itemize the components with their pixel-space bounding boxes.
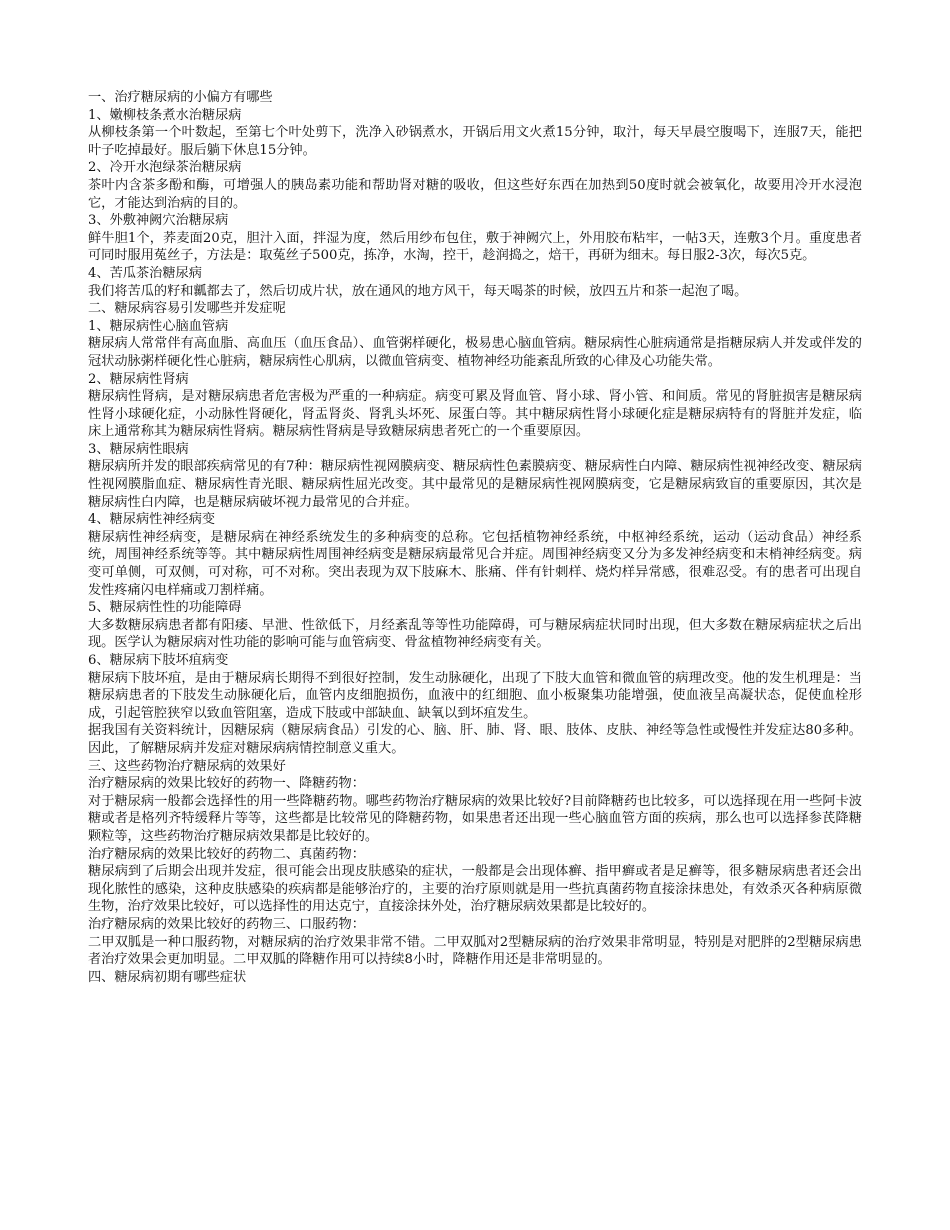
paragraph: 鲜牛胆1个，荞麦面20克，胆汁入面，拌湿为度，然后用纱布包住，敷于神阙穴上，外用胶布粘牢，一帖3天，连敷3个月。重度患者可同时服用菟丝子，方法是：取菟丝子500克，拣净，水淘，控干，趁润捣之，焙干，再研为细末。每日服2-3次，每次5克。 <box>88 230 862 264</box>
subheading: 6、糖尿病下肢坏疽病变 <box>88 653 229 668</box>
section-heading: 一、治疗糖尿病的小偏方有哪些 <box>88 90 273 105</box>
paragraph: 茶叶内含茶多酚和酶，可增强人的胰岛素功能和帮助肾对糖的吸收，但这些好东西在加热到50度时就会被氧化，故要用冷开水浸泡它，才能达到治病的目的。 <box>88 177 862 211</box>
subheading: 治疗糖尿病的效果比较好的药物一、降糖药物： <box>88 776 365 792</box>
paragraph: 糖尿病到了后期会出现并发症，很可能会出现皮肤感染的症状，一般都是会出现体癣、指甲癣或者是足癣等，很多糖尿病患者还会出现化脓性的感染，这种皮肤感染的疾病都是能够治疗的，主要的治疗原则就是用一些抗真菌药物直接涂抹患处，有效杀灭各种病原微生物，治疗效果比较好，可以选择性的用达克宁，直接涂抹外处，治疗糖尿病效果都是比较好的。 <box>88 864 862 915</box>
subheading: 3、外敷神阙穴治糖尿病 <box>88 213 229 229</box>
paragraph: 糖尿病人常常伴有高血脂、高血压（血压食品）、血管粥样硬化，极易患心脑血管病。糖尿病性心脏病通常是指糖尿病人并发或伴发的冠状动脉粥样硬化性心脏病，糖尿病性心肌病，以微血管病变、植物神经功能紊乱所致的心律及心功能失常。 <box>88 336 862 369</box>
subheading: 治疗糖尿病的效果比较好的药物三、口服药物： <box>88 916 365 932</box>
paragraph: 大多数糖尿病患者都有阳痿、早泄、性欲低下，月经紊乱等等性功能障碍，可与糖尿病症状同时出现，但大多数在糖尿病症状之后出现。医学认为糖尿病对性功能的影响可能与血管病变、骨盆植物神经病变有关。 <box>88 617 862 651</box>
paragraph: 对于糖尿病一般都会选择性的用一些降糖药物。哪些药物治疗糖尿病的效果比较好?目前降糖药也比较多，可以选择现在用一些阿卡波糖或者是格列齐特缓释片等等，这些都是比较常见的降糖药物，如果患者还出现一些心脑血管方面的疾病，那么也可以选择参芪降糖颗粒等，这些药物治疗糖尿病效果都是比较好的。 <box>88 793 862 844</box>
subheading: 2、糖尿病性肾病 <box>88 371 189 387</box>
paragraph: 糖尿病下肢坏疽，是由于糖尿病长期得不到很好控制，发生动脉硬化，出现了下肢大血管和微血管的病理改变。他的发生机理是：当糖尿病患者的下肢发生动脉硬化后，血管内皮细胞损伤，血液中的红细胞、血小板聚集功能增强，使血液呈高凝状态，促使血栓形成，引起管腔狭窄以致血管阻塞，造成下肢或中部缺血、缺氧以到坏疽发生。 <box>88 670 862 721</box>
section-heading: 四、糖尿病初期有哪些症状 <box>88 969 247 985</box>
paragraph: 从柳枝条第一个叶数起，至第七个叶处剪下，洗净入砂锅煮水，开锅后用文火煮15分钟，取汁，每天早晨空腹喝下，连服7天，能把叶子吃掉最好。服后躺下休息15分钟。 <box>88 125 862 158</box>
subheading: 5、糖尿病性性的功能障碍 <box>88 600 242 616</box>
section-heading: 三、这些药物治疗糖尿病的效果好 <box>88 758 286 774</box>
paragraph: 我们将苦瓜的籽和瓤都去了，然后切成片状，放在通风的地方风干，每天喝茶的时候，放四五片和茶一起泡了喝。 <box>88 283 748 299</box>
subheading: 3、糖尿病性眼病 <box>88 441 189 457</box>
subheading: 4、苦瓜茶治糖尿病 <box>88 265 202 281</box>
subheading: 1、嫩柳枝条煮水治糖尿病 <box>88 107 242 123</box>
subheading: 2、冷开水泡绿茶治糖尿病 <box>88 160 242 176</box>
paragraph: 糖尿病性神经病变，是糖尿病在神经系统发生的多种病变的总称。它包括植物神经系统，中枢神经系统，运动（运动食品）神经系统，周围神经系统等等。其中糖尿病性周围神经病变是糖尿病最常见合并症。周围神经病变又分为多发神经病变和末梢神经病变。病变可单侧，可双侧，可对称，可不对称。突出表现为双下肢麻木、胀痛、伴有针刺样、烧灼样异常感，很难忍受。有的患者可出现自发性疼痛闪电样痛或刀割样痛。 <box>88 529 862 598</box>
subheading: 1、糖尿病性心脑血管病 <box>88 318 229 334</box>
subheading: 4、糖尿病性神经病变 <box>88 512 216 528</box>
section-heading: 二、糖尿病容易引发哪些并发症呢 <box>88 301 286 317</box>
paragraph: 糖尿病性肾病，是对糖尿病患者危害极为严重的一种病症。病变可累及肾血管、肾小球、肾小管、和间质。常见的肾脏损害是糖尿病性肾小球硬化症，小动脉性肾硬化，肾盂肾炎、肾乳头坏死、尿蛋白等。其中糖尿病性肾小球硬化症是糖尿病特有的肾脏并发症，临床上通常称其为糖尿病性肾病。糖尿病性肾病是导致糖尿病患者死亡的一个重要原因。 <box>88 389 862 440</box>
document-body <box>88 89 862 986</box>
paragraph: 二甲双胍是一种口服药物，对糖尿病的治疗效果非常不错。二甲双胍对2型糖尿病的治疗效果非常明显，特别是对肥胖的2型糖尿病患者治疗效果会更加明显。二甲双胍的降糖作用可以持续8小时，降糖作用还是非常明显的。 <box>88 934 862 968</box>
paragraph: 糖尿病所并发的眼部疾病常见的有7种：糖尿病性视网膜病变、糖尿病性色素膜病变、糖尿病性白内障、糖尿病性视神经改变、糖尿病性视网膜脂血症、糖尿病性青光眼、糖尿病性屈光改变。其中最常见的是糖尿病性视网膜病变，它是糖尿病致盲的重要原因，其次是糖尿病性白内障，也是糖尿病破坏视力最常见的合并症。 <box>88 459 862 510</box>
subheading: 治疗糖尿病的效果比较好的药物二、真菌药物： <box>88 846 365 862</box>
paragraph: 据我国有关资料统计，因糖尿病（糖尿病食品）引发的心、脑、肝、肺、肾、眼、肢体、皮肤、神经等急性或慢性并发症达80多种。因此，了解糖尿病并发症对糖尿病病情控制意义重大。 <box>88 723 862 756</box>
